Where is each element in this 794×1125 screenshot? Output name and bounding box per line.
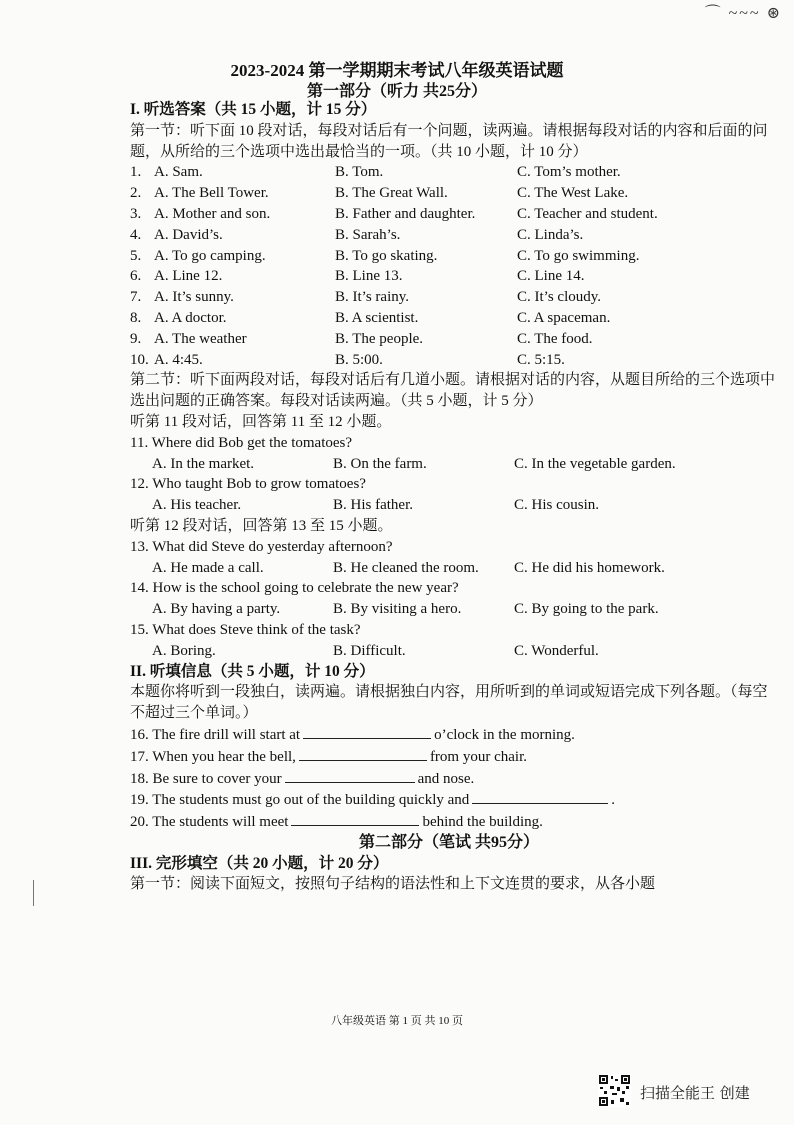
mc-row [130,329,778,350]
fill-prompt: 16. The fire drill will start at [130,726,301,743]
option-a: A. Boring. [152,642,216,659]
question-number: 8. [130,309,142,326]
option-c: C. Linda’s. [517,226,584,243]
fill-blank-row [130,789,778,811]
exam-content [130,100,778,895]
option-b: B. A scientist. [335,309,419,326]
option-b: B. His father. [333,497,413,514]
question-options [130,599,778,620]
part2-title: 第二部分（笔试 共95分） [358,833,539,851]
fill-suffix: from your chair. [429,748,527,765]
option-c: C. His cousin. [514,497,600,514]
mc-row [130,183,778,204]
fill-prompt: 19. The students must go out of the building quickly and [130,792,470,809]
option-a: A. A doctor. [154,309,227,326]
option-a: A. In the market. [152,455,255,472]
option-c: C. Line 14. [517,268,585,285]
option-a: A. David’s. [154,226,223,243]
option-a: A. His teacher. [152,497,242,514]
option-b: B. The Great Wall. [335,185,448,202]
question-options [130,641,778,662]
dialogue12-questions [130,537,778,662]
option-c: C. The West Lake. [517,185,629,202]
fill-blank-row [130,746,778,768]
option-a: A. The Bell Tower. [154,185,269,202]
section2-instruction: 本题你将听到一段独白，读两遍。请根据独白内容，用所听到的单词或短语完成下列各题。（每空不超过三个单词。） [130,684,768,722]
mc-row [130,266,778,287]
option-b: B. Tom. [335,164,384,181]
option-c: C. By going to the park. [514,601,659,618]
answer-blank[interactable] [472,789,608,804]
option-a: A. Mother and son. [154,205,271,222]
question-number: 10. [130,351,149,368]
qr-code-icon [598,1074,631,1107]
option-b: B. Line 13. [335,268,403,285]
mc-row [130,162,778,183]
mc-row [130,308,778,329]
section3-heading: III. 完形填空（共 20 小题，计 20 分） [130,854,389,872]
mc-row [130,225,778,246]
question-text: 12. Who taught Bob to grow tomatoes? [130,476,366,493]
dialogue11-note: 听第 11 段对话，回答第 11 至 12 小题。 [130,413,392,430]
scanner-watermark: 扫描全能王 创建 [640,1084,750,1102]
answer-blank[interactable] [299,746,427,761]
question-options [130,558,778,579]
fill-suffix: . [611,792,616,809]
question-number: 4. [130,226,142,243]
question-options [130,454,778,475]
option-b: B. The people. [335,330,424,347]
section2-heading: II. 听填信息（共 5 小题，计 10 分） [130,662,375,680]
question-number: 5. [130,247,142,264]
option-b: B. It’s rainy. [335,289,410,306]
section1-heading: I. 听选答案（共 15 小题，计 15 分） [130,101,377,118]
fill-prompt: 20. The students will meet [130,814,289,831]
option-a: A. The weather [154,330,247,347]
option-c: C. A spaceman. [517,309,611,326]
fill-suffix: behind the building. [422,814,543,831]
answer-blank[interactable] [291,811,419,826]
question-number: 9. [130,330,142,347]
question-options [130,495,778,516]
mc-options-list [130,162,778,370]
option-b: B. Sarah’s. [335,226,401,243]
option-b: B. To go skating. [335,247,438,264]
section1-instruction-2: 第二节：听下面两段对话，每段对话后有几道小题。请根据对话的内容，从题目所给的三个选项中选出问题的正确答案。每段对话读两遍。（共 5 小题，计 5 分） [130,372,776,410]
option-b: B. Difficult. [333,642,406,659]
fill-blank-row [130,811,778,833]
option-c: C. It’s cloudy. [517,289,602,306]
option-c: C. Wonderful. [514,642,599,659]
answer-blank[interactable] [285,768,415,783]
answer-blank[interactable] [303,724,431,739]
margin-mark [33,880,34,906]
question-text: 15. What does Steve think of the task? [130,621,361,638]
fill-prompt: 18. Be sure to cover your [130,770,282,787]
option-a: A. By having a party. [152,601,281,618]
mc-row [130,204,778,225]
fill-blank-list [130,724,778,833]
fill-blank-row [130,768,778,790]
mc-row [130,246,778,267]
question-number: 7. [130,289,142,306]
part1-title: 第一部分（听力 共25分） [306,83,487,100]
option-a: A. Sam. [154,164,203,181]
option-c: C. In the vegetable garden. [514,455,676,472]
question-number: 2. [130,185,142,202]
fill-suffix: o’clock in the morning. [434,726,575,743]
option-a: A. To go camping. [154,247,266,264]
fill-suffix: and nose. [417,770,475,787]
section3-instruction: 第一节：阅读下面短文，按照句子结构的语法性和上下文连贯的要求，从各小题 [130,876,656,893]
option-a: A. 4:45. [154,351,203,368]
mc-row [130,350,778,371]
question-number: 3. [130,205,142,222]
option-b: B. On the farm. [333,455,427,472]
question-text: 11. Where did Bob get the tomatoes? [130,434,353,451]
option-b: B. By visiting a hero. [333,601,462,618]
option-c: C. 5:15. [517,351,565,368]
option-b: B. He cleaned the room. [333,559,479,576]
option-c: C. Tom’s mother. [517,164,621,181]
mc-row [130,287,778,308]
question-text: 14. How is the school going to celebrate the new year? [130,580,459,597]
option-c: C. He did his homework. [514,559,665,576]
question-number: 6. [130,268,142,285]
option-b: B. 5:00. [335,351,383,368]
dialogue11-questions [130,433,778,516]
option-c: C. Teacher and student. [517,205,658,222]
section1-instruction-1: 第一节：听下面 10 段对话，每段对话后有一个问题，读两遍。请根据每段对话的内容和后面的问题，从所给的三个选项中选出最恰当的一项。（共 10 小题，计 10 分） [130,122,768,160]
fill-prompt: 17. When you hear the bell, [130,748,296,765]
fill-blank-row [130,724,778,746]
option-c: C. To go swimming. [517,247,640,264]
dialogue12-note: 听第 12 段对话，回答第 13 至 15 小题。 [130,517,393,534]
question-text: 13. What did Steve do yesterday afternoon? [130,538,393,555]
exam-title: 2023-2024 第一学期期末考试八年级英语试题 [230,61,564,80]
corner-scan-mark: ⌒ ~~~ ⊛ [704,5,782,22]
option-b: B. Father and daughter. [335,205,476,222]
option-a: A. It’s sunny. [154,289,234,306]
option-a: A. He made a call. [152,559,264,576]
option-a: A. Line 12. [154,268,223,285]
option-c: C. The food. [517,330,593,347]
page-footer: 八年级英语 第 1 页 共 10 页 [331,1015,463,1027]
question-number: 1. [130,164,142,181]
